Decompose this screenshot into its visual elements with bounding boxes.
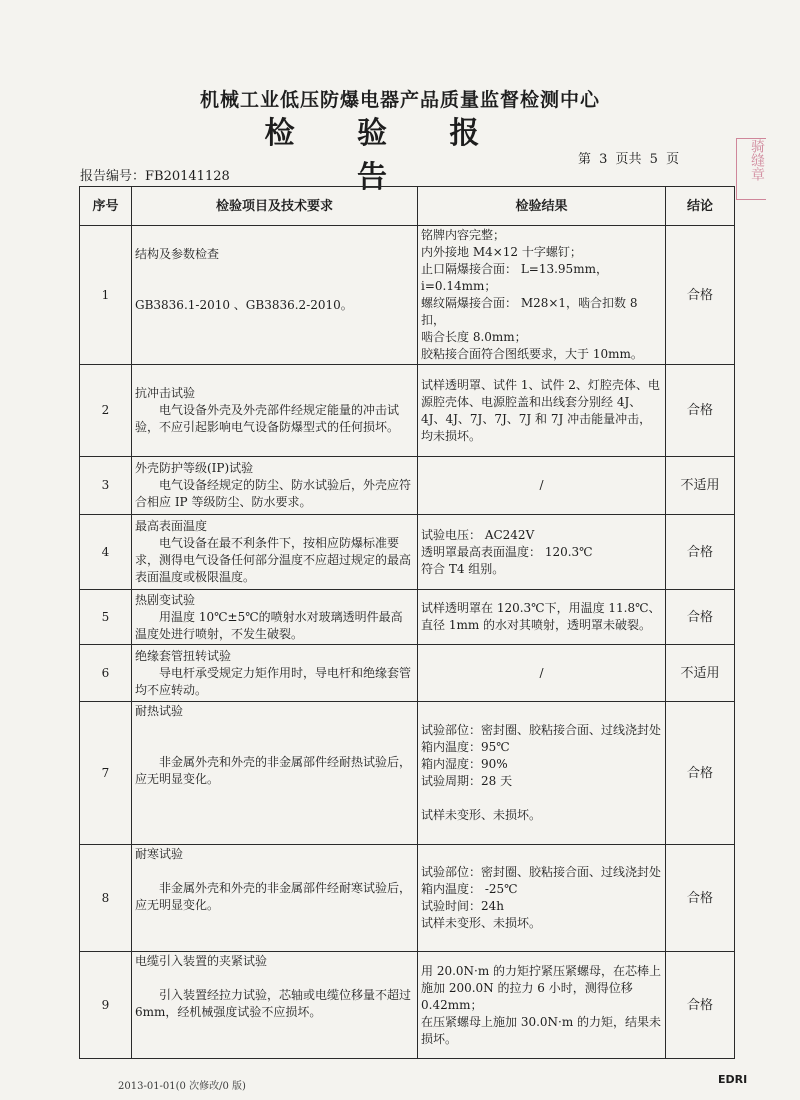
row-number: 1 (80, 226, 132, 365)
result-line: 铭牌内容完整； (421, 228, 506, 242)
test-item-title: 耐寒试验 (135, 847, 184, 861)
test-item-requirement: 非金属外壳和外壳的非金属部件经耐热试验后，应无明显变化。 (135, 755, 412, 786)
header-result: 检验结果 (418, 187, 666, 226)
test-item-title: 外壳防护等级(IP)试验 (135, 461, 254, 475)
result-line: 试验电压： AC242V (421, 527, 535, 542)
table-row (80, 457, 735, 515)
test-item-title: 绝缘套管扭转试验 (135, 648, 232, 663)
result-spacer (421, 790, 662, 807)
row-number: 6 (80, 645, 132, 702)
conclusion: 合格 (666, 702, 735, 845)
test-item-requirement: 电气设备外壳及外壳部件经规定能量的冲击试验，不应引起影响电气设备防爆型式的任何损坏。 (135, 403, 400, 434)
test-item (132, 590, 418, 645)
result-line: 符合 T4 组别。 (421, 561, 505, 576)
conclusion: 合格 (666, 515, 735, 590)
result-line: 箱内温度：95℃ (421, 740, 510, 754)
inspection-table (79, 186, 735, 1059)
row-number: 5 (80, 590, 132, 645)
row-number: 2 (80, 365, 132, 457)
test-item-requirement: 引入装置经拉力试验，芯轴或电缆位移量不超过 6mm，经机械强度试验不应损坏。 (135, 988, 412, 1019)
result-line: 螺纹隔爆接合面： M28×1，啮合扣数 8 扣， (421, 296, 638, 327)
conclusion: 合格 (666, 845, 735, 952)
conclusion: 合格 (666, 365, 735, 457)
result-line: 试样未变形、未损坏。 (421, 916, 542, 930)
page-number: 第 3 页共 5 页 (578, 152, 680, 167)
conclusion: 合格 (666, 952, 735, 1059)
test-item-title: 抗冲击试验 (135, 386, 196, 400)
result-line: 啮合长度 8.0mm； (421, 330, 527, 344)
test-item (132, 952, 418, 1059)
header-item: 检验项目及技术要求 (132, 187, 418, 226)
test-item-title: 最高表面温度 (135, 519, 208, 533)
result-line: 试样透明罩、试件 1、试件 2、灯腔壳体、电源腔壳体、电源腔盖和出线套分别经 4J、4J、4J、7J、7J、7J 和 7J 冲击能量冲击，均未损坏。 (421, 377, 660, 443)
test-result (418, 457, 666, 515)
result-line: 试验部位：密封圈、胶粘接合面、过线浇封处 (421, 865, 662, 879)
result-line: 在压紧螺母上施加 30.0N·m 的力矩，结果未损坏。 (421, 1014, 662, 1046)
test-item-title: 热剧变试验 (135, 592, 196, 607)
test-item-requirement: 电气设备经规定的防尘、防水试验后，外壳应符合相应 IP 等级防尘、防水要求。 (135, 478, 412, 509)
row-number: 4 (80, 515, 132, 590)
result-line: 内外接地 M4×12 十字螺钉； (421, 245, 582, 259)
table-row (80, 645, 735, 702)
edri-logo: EDRI (718, 1073, 748, 1086)
test-item-requirement: GB3836.1-2010 、GB3836.2-2010。 (135, 298, 353, 312)
test-result (418, 226, 666, 365)
test-item (132, 515, 418, 590)
test-item-title: 电缆引入装置的夹紧试验 (135, 954, 268, 968)
result-line: / (539, 665, 544, 680)
table-row (80, 845, 735, 952)
test-result (418, 590, 666, 645)
test-item (132, 845, 418, 952)
test-item-requirement: 电气设备在最不利条件下，按相应防爆标准要求，测得电气设备任何部分温度不应超过规定的最高表面温度或极限温度。 (135, 536, 412, 584)
conclusion: 不适用 (666, 645, 735, 702)
result-line: 试验周期：28 天 (421, 774, 513, 788)
test-item-requirement: 导电杆承受规定力矩作用时，导电杆和绝缘套管均不应转动。 (135, 665, 412, 697)
test-result (418, 645, 666, 702)
test-item (132, 645, 418, 702)
test-item (132, 365, 418, 457)
test-item (132, 457, 418, 515)
test-item-requirement: 用温度 10℃±5℃的喷射水对玻璃透明件最高温度处进行喷射，不发生破裂。 (135, 609, 403, 641)
test-item (132, 226, 418, 365)
test-result (418, 845, 666, 952)
test-item (132, 702, 418, 845)
report-number (80, 165, 230, 184)
row-number: 7 (80, 702, 132, 845)
table-row (80, 515, 735, 590)
header-no: 序号 (80, 187, 132, 226)
row-number: 8 (80, 845, 132, 952)
table-row (80, 590, 735, 645)
document-title: 检 验 报 告 (264, 116, 506, 195)
result-line: 试验部位：密封圈、胶粘接合面、过线浇封处 (421, 723, 662, 737)
test-item-requirement: 非金属外壳和外壳的非金属部件经耐寒试验后，应无明显变化。 (135, 881, 412, 912)
test-item-title: 结构及参数检查 (135, 247, 220, 261)
test-result (418, 515, 666, 590)
header-conclusion: 结论 (666, 187, 735, 226)
result-line: 胶粘接合面符合图纸要求，大于 10mm。 (421, 347, 643, 361)
test-item-title: 耐热试验 (135, 704, 184, 718)
organization-name: 机械工业低压防爆电器产品质量监督检测中心 (199, 89, 600, 111)
result-line: 透明罩最高表面温度： 120.3℃ (421, 544, 593, 559)
result-line: 试样透明罩在 120.3℃下，用温度 11.8℃、直径 1mm 的水对其喷射，透明罩未破裂。 (421, 601, 661, 632)
test-result (418, 952, 666, 1059)
report-number-label: 报告编号： (80, 169, 146, 184)
table-row (80, 952, 735, 1059)
table-row (80, 365, 735, 457)
result-line: 用 20.0N·m 的力矩拧紧压紧螺母，在芯棒上施加 200.0N 的拉力 6 小时，测得位移 0.42mm； (421, 963, 662, 1012)
result-line: 箱内温度： -25℃ (421, 882, 518, 896)
seal-stamp: 骑缝章 (736, 138, 766, 200)
row-number: 9 (80, 952, 132, 1059)
result-line: / (539, 478, 544, 492)
test-result (418, 702, 666, 845)
report-number-value: FB20141128 (145, 169, 230, 184)
result-line: 试验时间：24h (421, 899, 504, 913)
result-line: 箱内湿度：90% (421, 757, 508, 771)
table-row (80, 702, 735, 845)
edition-note: 2013-01-01(0 次修改/0 版) (118, 1081, 246, 1092)
test-result (418, 365, 666, 457)
conclusion: 合格 (666, 590, 735, 645)
row-number: 3 (80, 457, 132, 515)
conclusion: 合格 (666, 226, 735, 365)
conclusion: 不适用 (666, 457, 735, 515)
table-header-row (80, 187, 735, 226)
table-row (80, 226, 735, 365)
result-line: 试样未变形、未损坏。 (421, 808, 542, 822)
result-line: 止口隔爆接合面： L=13.95mm， i=0.14mm； (421, 262, 608, 293)
